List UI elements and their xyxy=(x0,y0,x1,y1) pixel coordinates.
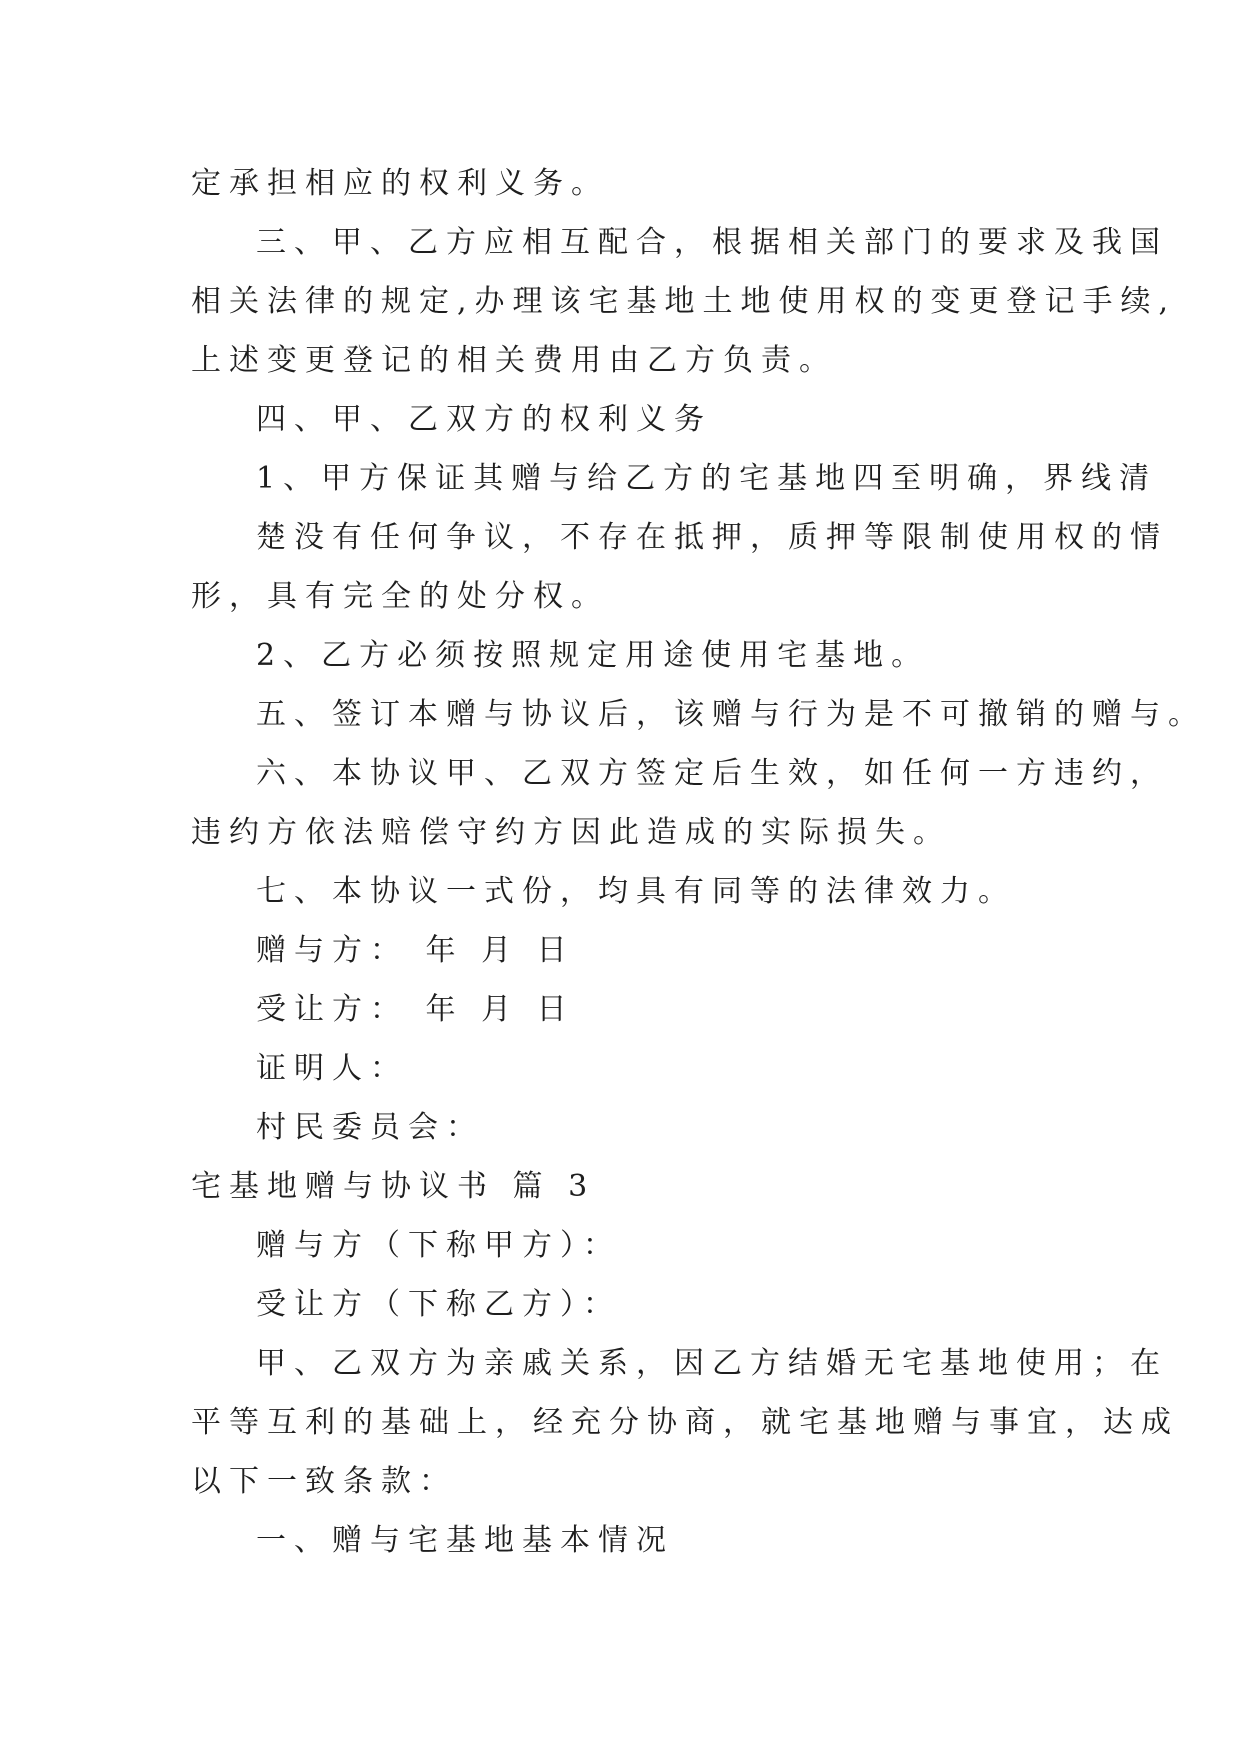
clause-one-heading: 一、赠与宅基地基本情况 xyxy=(256,1523,674,1558)
village-committee-line: 村民委员会： xyxy=(256,1110,484,1145)
donor-signature-line: 赠与方： 年 月 日 xyxy=(256,933,575,968)
preamble-paragraph: 甲、乙双方为亲戚关系，因乙方结婚无宅基地使用；在 xyxy=(256,1346,1168,1381)
clause-four-heading: 四、甲、乙双方的权利义务 xyxy=(256,402,712,437)
recipient-party-line: 受让方（下称乙方）： xyxy=(256,1287,621,1322)
text-line: 上述变更登记的相关费用由乙方负责。 xyxy=(191,343,837,378)
recipient-signature-line: 受让方： 年 月 日 xyxy=(256,992,575,1027)
text-line: 形，具有完全的处分权。 xyxy=(191,579,609,614)
clause-five: 五、签订本赠与协议后，该赠与行为是不可撤销的赠与。 xyxy=(256,697,1206,732)
clause-seven: 七、本协议一式份，均具有同等的法律效力。 xyxy=(256,874,1016,909)
clause-six: 六、本协议甲、乙双方签定后生效，如任何一方违约， xyxy=(256,756,1168,791)
text-line: 楚没有任何争议，不存在抵押，质押等限制使用权的情 xyxy=(256,520,1168,555)
section-title: 宅基地赠与协议书 篇 3 xyxy=(191,1169,596,1204)
witness-line: 证明人： xyxy=(256,1051,408,1086)
clause-three-heading: 三、甲、乙方应相互配合，根据相关部门的要求及我国 xyxy=(256,225,1168,260)
donor-party-line: 赠与方（下称甲方）： xyxy=(256,1228,621,1263)
text-line: 平等互利的基础上，经充分协商，就宅基地赠与事宜，达成 xyxy=(191,1405,1179,1440)
text-line: 以下一致条款： xyxy=(191,1464,457,1499)
text-line: 相关法律的规定,办理该宅基地土地使用权的变更登记手续, xyxy=(191,284,1177,319)
sub-clause-two: 2、乙方必须按照规定用途使用宅基地。 xyxy=(256,638,930,673)
text-line: 违约方依法赔偿守约方因此造成的实际损失。 xyxy=(191,815,951,850)
sub-clause-one: 1、甲方保证其赠与给乙方的宅基地四至明确，界线清 xyxy=(256,461,1158,496)
text-line: 定承担相应的权利义务。 xyxy=(191,166,609,201)
